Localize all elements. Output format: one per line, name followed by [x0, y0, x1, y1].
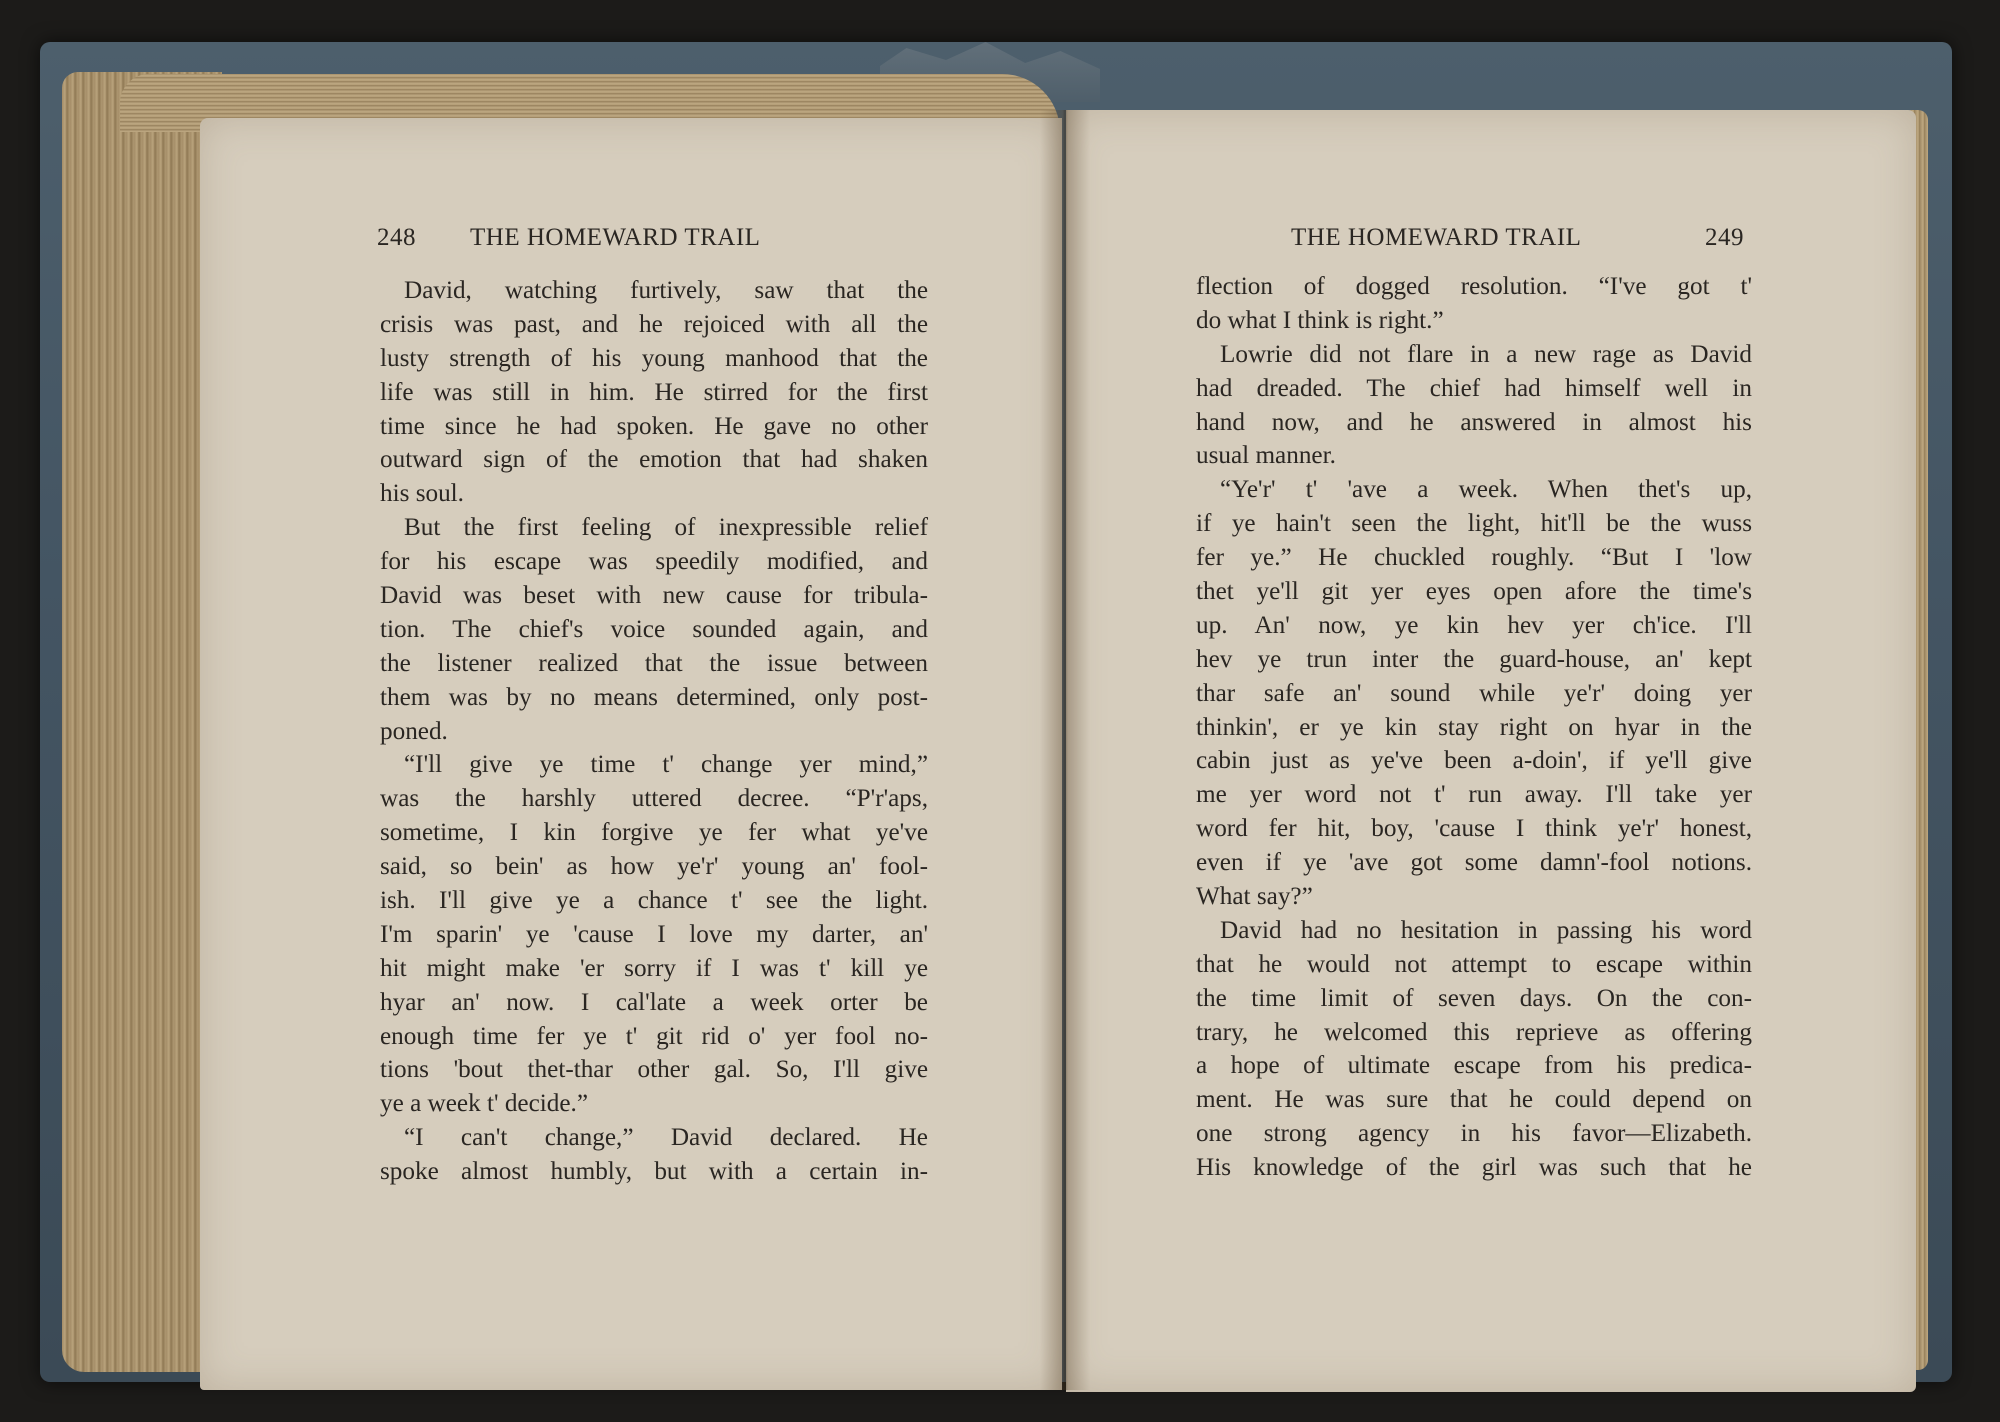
left-running-title: THE HOMEWARD TRAIL [470, 224, 761, 251]
text-line: David, watching furtively, saw that the [404, 277, 928, 304]
text-line: flection of dogged resolution. “I've got t' [1196, 273, 1752, 300]
text-line: had dreaded. The chief had himself well in [1196, 374, 1752, 402]
book-gutter [1040, 110, 1090, 1390]
text-line: up. An' now, ye kin hev yer ch'ice. I'll [1196, 611, 1752, 639]
text-line: even if ye 'ave got some damn'-fool notions. [1196, 849, 1752, 877]
text-line: one strong agency in his favor—Elizabeth. [1196, 1120, 1752, 1148]
right-page-number: 249 [1705, 224, 1744, 251]
text-line: ish. I'll give ye a chance t' see the light. [380, 887, 928, 915]
text-line: for his escape was speedily modified, and [380, 548, 928, 576]
text-line: Lowrie did not flare in a new rage as David [1220, 340, 1752, 368]
right-page-body [1196, 270, 1752, 1185]
text-line: life was still in him. He stirred for the first [380, 378, 928, 406]
text-line: His knowledge of the girl was such that he [1196, 1154, 1752, 1182]
text-line: if ye hain't seen the light, hit'll be the wuss [1196, 510, 1752, 538]
left-page-number: 248 [377, 224, 416, 251]
left-page-body [380, 274, 928, 1189]
text-line: David had no hesitation in passing his word [1220, 916, 1752, 944]
text-line: thar safe an' sound while ye'r' doing yer [1196, 679, 1752, 707]
text-line: spoke almost humbly, but with a certain in- [380, 1158, 928, 1186]
text-line: I'm sparin' ye 'cause I love my darter, an' [380, 920, 928, 948]
text-line: hev ye trun inter the guard-house, an' kept [1196, 645, 1752, 673]
text-line: thinkin', er ye kin stay right on hyar in the [1196, 713, 1752, 741]
text-line: sometime, I kin forgive ye fer what ye've [380, 819, 928, 847]
text-line: time since he had spoken. He gave no other [380, 412, 928, 440]
text-line: thet ye'll git yer eyes open afore the time's [1196, 578, 1752, 606]
text-line: his soul. [380, 480, 464, 508]
right-running-title: THE HOMEWARD TRAIL [1291, 224, 1582, 251]
text-line: a hope of ultimate escape from his predica- [1196, 1052, 1752, 1080]
text-line: me yer word not t' run away. I'll take yer [1196, 781, 1752, 809]
text-line: crisis was past, and he rejoiced with all the [380, 310, 928, 338]
text-line: fer ye.” He chuckled roughly. “But I 'low [1196, 544, 1752, 572]
text-line: “Ye'r' t' 'ave a week. When thet's up, [1220, 476, 1752, 504]
text-line: said, so bein' as how ye'r' young an' fool- [380, 853, 928, 881]
text-line: was the harshly uttered decree. “P'r'aps, [380, 785, 928, 813]
text-line: outward sign of the emotion that had shaken [380, 446, 928, 474]
text-line: do what I think is right.” [1196, 306, 1444, 334]
text-line: lusty strength of his young manhood that the [380, 344, 928, 372]
text-line: ye a week t' decide.” [380, 1090, 589, 1118]
text-line: tion. The chief's voice sounded again, and [380, 615, 928, 643]
text-line: poned. [380, 717, 448, 745]
text-line: the time limit of seven days. On the con- [1196, 984, 1752, 1012]
text-line: hand now, and he answered in almost his [1196, 408, 1752, 436]
text-line: “I can't change,” David declared. He [404, 1124, 928, 1152]
text-line: word fer hit, boy, 'cause I think ye'r' honest, [1196, 815, 1752, 843]
text-line: hyar an' now. I cal'late a week orter be [380, 988, 928, 1016]
text-line: hit might make 'er sorry if I was t' kill ye [380, 954, 928, 982]
text-line: them was by no means determined, only post- [380, 683, 928, 711]
text-line: that he would not attempt to escape within [1196, 950, 1752, 978]
text-line: the listener realized that the issue between [380, 649, 928, 677]
text-line: What say?” [1196, 883, 1313, 911]
text-line: ment. He was sure that he could depend on [1196, 1086, 1752, 1114]
text-line: usual manner. [1196, 442, 1336, 470]
text-line: cabin just as ye've been a-doin', if ye'll give [1196, 747, 1752, 775]
text-line: David was beset with new cause for tribula- [380, 582, 928, 610]
text-line: enough time fer ye t' git rid o' yer fool no- [380, 1022, 928, 1050]
page-edges-left [62, 72, 222, 1372]
text-line: tions 'bout thet-thar other gal. So, I'll give [380, 1056, 928, 1084]
text-line: But the first feeling of inexpressible relief [404, 514, 928, 542]
text-line: “I'll give ye time t' change yer mind,” [404, 751, 928, 779]
text-line: trary, he welcomed this reprieve as offering [1196, 1018, 1752, 1046]
